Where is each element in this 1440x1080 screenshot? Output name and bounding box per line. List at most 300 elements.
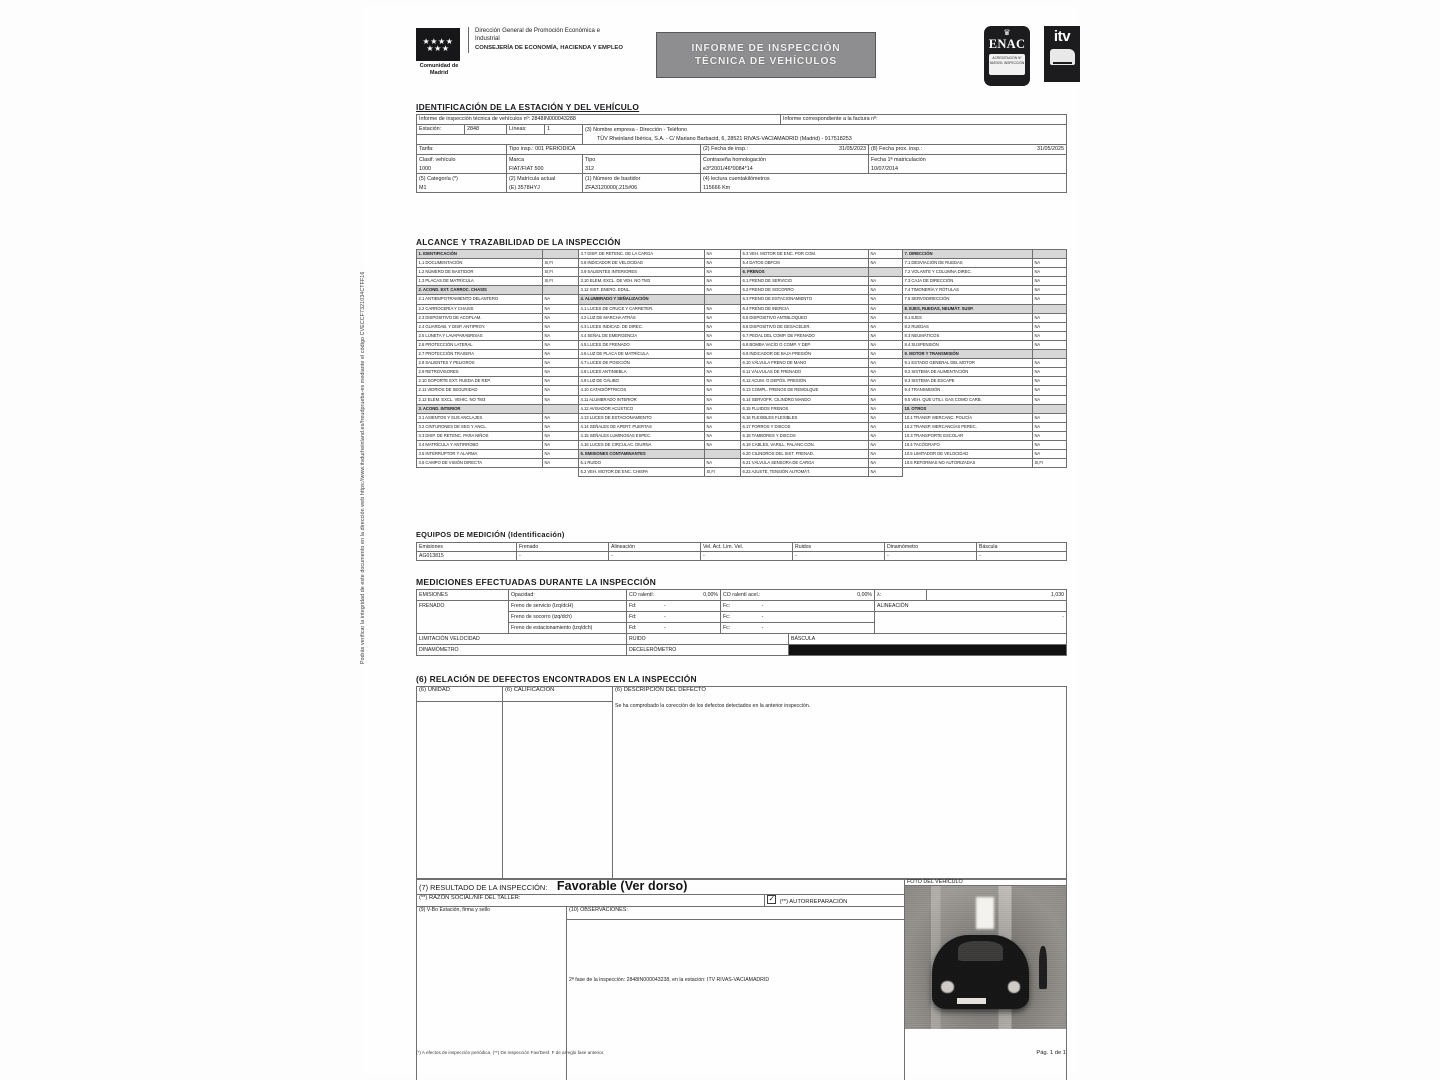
odometer-value: 115666 Km [703,184,731,191]
scope-item-result: NA [705,431,741,440]
scope-item-result: NA [705,368,741,377]
fc-value-1: - [761,603,764,609]
scope-item-result: NA [543,350,579,359]
tariff-cell [417,145,507,155]
defect-unit-body [417,702,503,880]
scope-item-result: NA [1033,277,1067,286]
scope-item-result: NA [705,459,741,468]
scope-item-label: 6.6 DISPOSITIVO DE DESACELER. [741,322,869,331]
scope-item-label: 9.1 ESTADO GENERAL DEL MOTOR [903,359,1033,368]
scope-item-result: NA [705,322,741,331]
scope-group-header: 6. FRENOS [741,268,869,277]
scope-item-result: NA [543,359,579,368]
scope-row [417,350,1067,359]
scope-item-label: 1.2 NÚMERO DE BASTIDOR [417,268,543,277]
scope-item-label: 10.5 LIMITADOR DE VELOCIDAD [903,450,1033,459]
brake-service-fd [627,601,721,612]
scope-item-label: 6.20 CILINDROS DEL SIST. FRENAD. [741,450,869,459]
brake-emergency-fd [627,612,721,623]
workshop-cell [417,895,765,907]
scope-item-label: 6.1 FRENO DE SERVICIO [741,277,869,286]
scope-item-label: 7.5 SERVODIRECCIÓN [903,295,1033,304]
section-equipment-title: EQUIPOS DE MEDICIÓN (Identificación) [416,530,565,539]
scope-item-label: 2.1 ANTIEMPOTRAMIENTO DELANTERO [417,295,543,304]
brand-value: FIAT/FIAT 500 [509,165,544,172]
crown-icon: ♛ [1003,28,1011,37]
equipment-header-cell: Dinamómetro [885,543,977,552]
brake-service-label: Freno de servicio (Izq/dcH) [509,601,627,612]
scope-item-result: NA [543,413,579,422]
homologation-label: Contraseña homologación [703,157,766,163]
scope-item-label: 7.1 DESVIACIÓN DE RUEDAS [903,259,1033,268]
scope-item-result: NA [705,286,741,295]
station-spacer-cell [417,135,583,145]
equipment-header-row [417,543,1067,552]
scope-item-result: NA [705,386,741,395]
scope-item-label: 10.2 TRANSP. MERCANCÍAS PEREC. [903,422,1033,431]
noise-label: RUIDO [627,634,789,645]
vin-label: (1) Número de bastidor [585,176,641,183]
scope-item-label: 6.19 CABLES, VARILL. PALANC.CON. [741,440,869,449]
scope-item-label: 6.7 PEDAL DEL COMP. DE FRENADO [741,331,869,340]
identification-table [416,114,1067,193]
scope-item-result: NA [1033,322,1067,331]
scope-item-result: SI,FI [1033,459,1067,468]
scope-item-label: 6.5 DISPOSITIVO ANTIBLOQUEO [741,313,869,322]
scope-group-header-blank [1033,350,1067,359]
scope-item-label: 3.10 ELEM. EXCL. DE VEH. NO TM3 [579,277,705,286]
scope-item-result: NA [1033,368,1067,377]
scope-item-result: NA [869,313,903,322]
car-icon [1050,49,1075,65]
scope-empty [543,468,579,477]
station-value: 2848 [467,126,479,132]
type-cell [583,155,701,174]
scope-item-result: NA [543,377,579,386]
scope-empty [1033,468,1067,477]
scope-item-label: 4.13 LUCES DE ESTACIONAMIENTO [579,413,705,422]
scope-row [417,468,1067,477]
scope-item-label: 4.11 ALUMBRADO INTERIOR [579,395,705,404]
scope-item-result: NA [705,350,741,359]
scope-group-header-blank [1033,404,1067,413]
consejeria-label: CONSEJERÍA DE ECONOMÍA, HACIENDA Y EMPLEO [475,45,623,52]
scope-row [417,277,1067,286]
scope-item-result: NA [1033,295,1067,304]
scope-item-label: 2.2 CARROCERÍA Y CHASIS [417,304,543,313]
scope-item-result: NA [869,468,903,477]
scope-item-label: 3.7 DISP. DE RETENC. DE LA CARGA [579,250,705,259]
company-label: (3) Nombre empresa - Dirección - Teléfono [585,127,688,133]
category-label: (5) Categoría (*) [419,176,458,183]
scope-row [417,250,1067,259]
scope-item-label: 9.5 VEH. QUE UTILI. GAS COMO CARB. [903,395,1033,404]
scope-group-header: 10. OTROS [903,404,1033,413]
scope-item-result: NA [869,450,903,459]
scope-item-label: 9.2 SISTEMA DE ALIMENTACIÓN [903,368,1033,377]
footer-note: (*) A efectos de inspección periódica. (**) De inspección Fav/Desf. F de arreglo fase anterior. [416,1050,605,1055]
scope-item-label: 2.11 VIDRIOS DE SEGURIDAD [417,386,543,395]
scope-item-result: NA [1033,422,1067,431]
scope-item-result: NA [869,422,903,431]
scope-item-result: NA [705,404,741,413]
scope-item-result: NA [705,422,741,431]
scope-item-result: NA [705,331,741,340]
scope-item-label: 4.4 SEÑAL DE EMERGENCIA [579,331,705,340]
section-measurements-title: MEDICIONES EFECTUADAS DURANTE LA INSPECCIÓN [416,577,657,587]
brake-parking-fd [627,623,721,634]
station-label: Estación: [419,126,442,132]
report-number-value: 2848IN000043288 [531,116,576,122]
observations-text: 2ª fase de la inspección: 2848IN000043238, en la estación: ITV RIVAS-VACIAMADRID [567,920,905,1080]
scope-item-label: 6.22 AJUSTE, TENSIÓN AUTOMÁT. [741,468,869,477]
scope-item-result: NA [869,340,903,349]
date-insp-value: 31/05/2023 [839,146,867,152]
scope-item-label: 2.3 DISPOSITIVO DE ACOPLAM. [417,313,543,322]
opacity-cell [509,590,627,601]
measurements-table [416,589,1067,656]
page-number: Pág. 1 de 1 [1036,1050,1066,1056]
itv-logo [1044,26,1080,82]
plate-label: (2) Matrícula actual [509,176,556,183]
scope-item-result: NA [869,404,903,413]
scope-item-label: 4.5 LUCES DE FRENADO [579,340,705,349]
scope-item-result: NA [543,386,579,395]
equipment-header-cell: Báscula [977,543,1067,552]
co-idle-accel-label: CO ralentí acel.: [723,592,761,598]
fd-value-1: - [663,603,666,609]
scope-row [417,304,1067,313]
scope-item-label: 8.4 SUSPENSIÓN [903,340,1033,349]
scope-item-label: 6.13 COMPL. FRENOS DE REMOLQUE [741,386,869,395]
scope-row [417,431,1067,440]
scope-item-label: 4.15 SEÑALES LUMINOSAS ESPEC. [579,431,705,440]
brake-parking-label: Freno de estacionamiento (izq/dch) [509,623,627,634]
scope-item-label: 6.17 FORROS Y DISCOS [741,422,869,431]
scope-item-label: 8.3 NEUMÁTICOS [903,331,1033,340]
scope-item-result: NA [869,286,903,295]
scope-item-label: 4.8 LUCES ANTINIEBLA [579,368,705,377]
scope-item-label: 2.12 ELEM. EXCL. VEHÍC. NO TM3 [417,395,543,404]
scope-item-result: NA [1033,340,1067,349]
scope-item-result: SI,FI [543,268,579,277]
fd-label-2: Fd: [629,614,637,620]
scope-item-label: 8.2 RUEDAS [903,322,1033,331]
scope-item-label: 2.10 SOPORTE EXT. RUEDA DE REP. [417,377,543,386]
company-cell [583,125,1067,145]
lambda-value-cell: 1,030 [927,590,1067,601]
scope-item-result: NA [869,440,903,449]
fc-value-2: - [761,614,764,620]
madrid-flag-icon: ★★★★ ★★★ [416,28,460,61]
alignment-label-cell: ALINEACIÓN [875,601,1067,612]
section-defects-title: (6) RELACIÓN DE DEFECTOS ENCONTRADOS EN LA INSPECCIÓN [416,674,697,684]
scope-item-result: NA [869,431,903,440]
scope-item-label: 6.2 FRENO DE SOCORRO [741,286,869,295]
scope-group-header-blank [705,295,741,304]
scope-item-result: NA [869,368,903,377]
lambda-label-cell: λ: [875,590,927,601]
defect-qualification-header: (6) CALIFICACIÓN [503,687,613,702]
scope-group-header: 1. IDENTIFICACIÓN [417,250,543,259]
inspection-report-sheet [362,6,1078,1074]
scope-item-label: 5.3 VEH. MOTOR DE ENC. POR COM. [741,250,869,259]
speed-limit-label: LIMITACIÓN VELOCIDAD [417,634,627,645]
scope-item-label: 4.9 LUZ DE GÁLIBO [579,377,705,386]
fd-value-3: - [663,625,666,631]
scope-row [417,313,1067,322]
braking-row-label: FRENADO [417,601,509,634]
scope-item-label: 6.16 FLEXIBLES FLEXIBLES [741,413,869,422]
brake-emergency-fc [721,612,875,623]
station-label-cell [417,125,465,135]
scope-item-result: NA [543,450,579,459]
enac-label: ENAC [988,37,1026,51]
station-value-cell [465,125,507,135]
scope-item-label: 9.4 TRANSMISIÓN [903,386,1033,395]
fc-label-2: Fc: [723,614,731,620]
plate-value: (E) 3578HYJ [509,184,540,191]
scope-group-header-blank [1033,250,1067,259]
scope-item-label: 4.6 LUZ DE PLACA DE MATRÍCULA [579,350,705,359]
brand-label: Marca [509,157,524,163]
measurement-equipment-table [416,542,1067,561]
scope-row [417,459,1067,468]
scope-row [417,422,1067,431]
issuing-authority [468,27,625,53]
scope-item-result: NA [869,250,903,259]
scope-item-label: 3.8 INDICADOR DE VELOCIDAD [579,259,705,268]
insp-type-label: Tipo insp.: [509,146,534,152]
date-next-cell [869,145,1067,155]
directorate-general-label: Dirección General de Promoción Económica e Industrial [475,27,600,42]
scope-row [417,295,1067,304]
scope-item-label: 4.14 SEÑALES DE APERT. PUERTAS [579,422,705,431]
title-line-2: TÉCNICA DE VEHÍCULOS [694,56,838,67]
defect-description-header: (6) DESCRIPCIÓN DEL DEFECTO [613,687,1067,702]
equipment-value-cell: AG013815 [417,552,517,561]
plate-cell [507,174,583,193]
scope-item-result: NA [705,359,741,368]
scope-item-result: NA [705,250,741,259]
document-title-box [656,32,876,78]
equipment-value-cell: - [885,552,977,561]
date-insp-label: (2) Fecha de insp.: [703,146,748,152]
equipment-header-cell: Ruidos [793,543,885,552]
self-repair-label: (**) AUTORREPARACIÓN [779,899,848,905]
scope-item-result: NA [543,331,579,340]
scope-item-result: NA [543,440,579,449]
defect-description-body: Se ha comprobado la corección de los defectos detectados en la anterior inspección. [613,702,1067,880]
scope-item-result: NA [1033,413,1067,422]
vin-cell [583,174,701,193]
brake-emergency-label: Freno de socorro (izq/dch) [509,612,627,623]
scope-item-label: 3.5 INTERRUPTOR Y ALARMA [417,450,543,459]
scope-empty [417,468,543,477]
scope-item-result: NA [869,395,903,404]
insp-type-value: 001 PERIODICA [535,146,576,152]
scope-item-result: NA [869,322,903,331]
lines-label: Líneas: [509,126,527,132]
result-cell [417,879,905,895]
co-idle-accel-value: 0,00% [857,592,873,598]
scope-item-label: 6.9 INDICADOR DE BAJA PRESIÓN [741,350,869,359]
scope-empty [903,468,1033,477]
dynamometer-label: DINAMÓMETRO [417,645,627,656]
scope-item-result: NA [543,422,579,431]
comunidad-madrid-logo [416,28,462,76]
section-identification-title: IDENTIFICACIÓN DE LA ESTACIÓN Y DEL VEHÍCULO [416,102,640,112]
scope-row [417,386,1067,395]
scope-item-label: 2.9 RETROVISORES [417,368,543,377]
fc-value-3: - [761,625,764,631]
document-footer [416,1050,1066,1055]
scope-item-label: 2.4 GUARDAB. Y DISP. ANTIPROY. [417,322,543,331]
scope-item-label: 9.3 SISTEMA DE ESCAPE [903,377,1033,386]
scope-group-header: 2. ACOND. EXT. CARROC. CHASIS [417,286,543,295]
date-next-value: 31/05/2025 [1037,146,1065,152]
category-cell [417,174,507,193]
scope-item-label: 3.1 ASIENTOS Y SUS ANCLAJES [417,413,543,422]
scope-item-result: NA [543,304,579,313]
scope-item-result: NA [1033,386,1067,395]
title-line-1: INFORME DE INSPECCIÓN [691,42,841,54]
scope-item-label: 5.4 DATOS OBFCM [741,259,869,268]
equipment-header-cell: Emisiones [417,543,517,552]
scope-item-label: 6.14 SERVOFR. CILINDRO MANDO [741,395,869,404]
scope-item-result: NA [705,313,741,322]
scope-item-label: 3.3 DISP. DE RETENC. PARA NIÑOS [417,431,543,440]
scope-item-label: 6.12 ACUM. O DEPÓS. PRESIÓN [741,377,869,386]
scope-item-label: 7.3 CAJA DE DIRECCIÓN [903,277,1033,286]
scope-item-label: 8.1 EJES [903,313,1033,322]
scope-group-header: 5. EMISIONES CONTAMINANTES [579,450,705,459]
document-header [416,24,1071,100]
decelerometer-label: DECELERÓMETRO [627,645,789,656]
scope-item-result: NA [705,268,741,277]
scale-label: BÁSCULA [789,634,1067,645]
fd-label-3: Fd: [629,625,637,631]
inspection-scope-table [416,249,1067,477]
fc-label-1: Fc: [723,603,731,609]
scope-group-header-blank [543,404,579,413]
scope-item-result: NA [1033,431,1067,440]
scope-item-result: NA [705,340,741,349]
scope-group-header-blank [869,268,903,277]
enac-accreditation-number: ACREDITACIÓN Nº 36/EI091 INSPECCIÓN [989,54,1025,75]
scope-group-header-blank [705,450,741,459]
date-insp-cell [701,145,869,155]
scope-item-result: NA [543,368,579,377]
scope-item-label: 3.4 MATRÍCULA Y ANTIRROBO [417,440,543,449]
scope-item-label: 3.2 CINTURONES DE SEG Y ANCL. [417,422,543,431]
scope-item-result: SI,FI [543,277,579,286]
scope-item-label: 3.12 SIST. ENERG. EDNL. [579,286,705,295]
report-number-label: Informe de inspección técnica de vehículos nº: [419,116,531,122]
equipment-value-cell: - [517,552,609,561]
class-value: 1000 [419,165,431,172]
scope-item-result: NA [869,413,903,422]
scope-item-result: NA [705,413,741,422]
scope-item-label: 6.3 FRENO DE ESTACIONAMIENTO [741,295,869,304]
scope-item-label: 6.10 VÁLVULA FRENO DE MANO [741,359,869,368]
scope-item-result: NA [1033,359,1067,368]
station-signature-label: (9) V-Bo Estación, firma y sello [419,907,490,913]
observations-header: (10) OBSERVACIONES: [567,907,905,920]
scope-group-header: 7. DIRECCIÓN [903,250,1033,259]
scope-item-result: NA [543,459,579,468]
scope-group-header: 9. MOTOR Y TRANSMISIÓN [903,350,1033,359]
invoice-number-label: Informe correspondiente a la factura nº: [783,116,878,122]
scope-item-label: 1.3 PLACAS DE MATRÍCULA [417,277,543,286]
scope-item-label: 2.5 LUNETA Y LAVAPARABRISAS [417,331,543,340]
self-repair-cell[interactable] [765,895,905,907]
alignment-value-cell: - [875,612,1067,634]
co-idle-accel-cell [721,590,875,601]
scope-item-label: 4.3 LUCES INDICAD. DE DIREC. [579,322,705,331]
scope-item-result: NA [705,440,741,449]
scope-item-result: NA [543,395,579,404]
date-next-label: (8) Fecha prox. insp.: [871,146,922,152]
type-label: Tipo [585,157,596,163]
scope-item-result: NA [1033,268,1067,277]
equipment-value-row [417,552,1067,561]
scope-item-result: NA [869,277,903,286]
scope-item-result: NA [1033,395,1067,404]
scope-row [417,404,1067,413]
scope-row [417,359,1067,368]
scope-item-result: NA [705,277,741,286]
section-scope-title: ALCANCE Y TRAZABILIDAD DE LA INSPECCIÓN [416,237,621,247]
scope-item-result: NA [869,377,903,386]
scope-item-label: 7.4 TIMONERÍA Y RÓTULAS [903,286,1033,295]
scope-item-label: 10.3 TRANSPORTE ESCOLAR [903,431,1033,440]
scope-item-result: NA [869,359,903,368]
opacity-label: Opacidad: [511,592,535,598]
scope-item-label: 2.8 SALIENTES Y PELIGROS [417,359,543,368]
scope-row [417,286,1067,295]
scope-item-result: NA [543,340,579,349]
scope-row [417,268,1067,277]
scope-item-label: 7.2 VOLANTE Y COLUMNA DIREC. [903,268,1033,277]
scope-item-label: 10.6 REFORMAS NO AUTORIZADAS [903,459,1033,468]
vin-value: ZFA3120000(.215#06 [585,184,638,191]
comunidad-madrid-label: Comunidad de Madrid [419,63,459,76]
scope-item-label: 10.4 TACÓGRAFO [903,440,1033,449]
homologation-cell [701,155,869,174]
scope-item-result: NA [543,322,579,331]
equipment-value-cell: - [977,552,1067,561]
odometer-cell [701,174,1067,193]
co-idle-value: 0,00% [703,592,718,598]
scope-item-result: NA [1033,286,1067,295]
scope-row [417,340,1067,349]
equipment-header-cell: Frenado [517,543,609,552]
defects-table [416,686,1067,880]
scope-item-label: 6.15 FLUIDOS FRENOS [741,404,869,413]
self-repair-checkbox[interactable] [767,895,776,904]
scope-group-header-blank [1033,304,1067,313]
scope-item-result: NA [869,259,903,268]
scope-item-label: 6.18 TAMBORES Y DISCOS [741,431,869,440]
vehicle-photo [905,886,1066,1029]
scope-item-label: 3.9 SALIENTES INTERIORES [579,268,705,277]
scope-group-header: 3. ACOND. INTERIOR [417,404,543,413]
fd-value-2: - [663,614,666,620]
odometer-label: (4) lectura cuentakilómetros [703,176,770,183]
co-idle-cell [627,590,721,601]
scope-row [417,413,1067,422]
